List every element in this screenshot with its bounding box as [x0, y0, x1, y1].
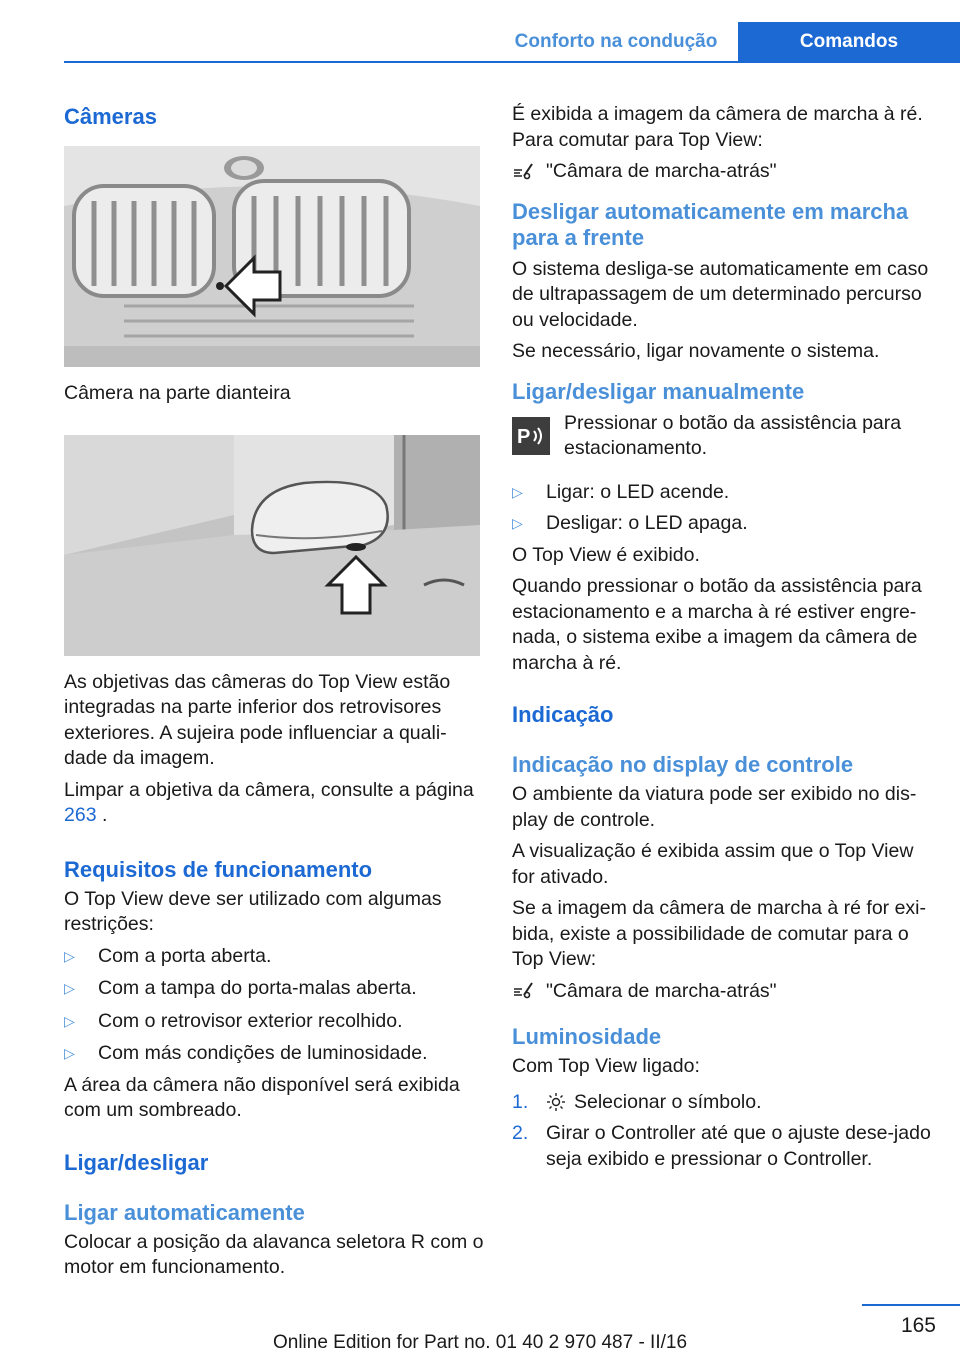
brightness-icon	[546, 1092, 566, 1112]
paragraph-switch-top-view: Se a imagem da câmera de marcha à ré for exi‐bida, existe a possibilidade de comutar para o Top View:	[512, 897, 927, 970]
paragraph-restrictions: O Top View deve ser utilizado com algumas restrições:	[64, 887, 442, 935]
list-item	[64, 1009, 484, 1035]
triangle-bullet-icon: ▷	[512, 515, 523, 531]
heading-cameras: Câmeras	[64, 104, 157, 129]
brightness-steps	[512, 1090, 932, 1173]
step-number: 2.	[512, 1122, 529, 1144]
list-item	[512, 480, 932, 506]
list-item-text: Com a tampa do porta-malas aberta.	[98, 977, 417, 999]
list-item	[64, 1041, 484, 1067]
paragraph-reverse-gear: Quando pressionar o botão da assistência para estacionamento e a marcha à ré estiver engre‐nada, o sistema exibe a imagem da câmera de marcha à ré.	[512, 575, 922, 674]
paragraph-auto-on: Colocar a posição da alavanca seletora R com o motor em funcionamento.	[64, 1230, 484, 1278]
header-chapter-tab: Comandos	[738, 22, 960, 62]
heading-requirements: Requisitos de funcionamento	[64, 856, 373, 882]
camera-menu-item	[512, 159, 932, 185]
front-grille-illustration	[64, 146, 480, 367]
paragraph-lens-location: As objetivas das câmeras do Top View estão integradas na parte inferior dos retrovisores exteriores. A sujeira pode influenciar a quali‐dade da imagem.	[64, 670, 451, 769]
reverse-camera-icon	[512, 162, 536, 182]
paragraph-restart: Se necessário, ligar novamente o sistema.	[512, 340, 880, 362]
heading-brightness: Luminosidade	[512, 1024, 662, 1049]
triangle-bullet-icon: ▷	[64, 1012, 75, 1029]
heading-display: Indicação	[512, 702, 614, 727]
front-camera-image	[64, 146, 480, 367]
list-item	[512, 1090, 932, 1116]
parking-button-instruction	[512, 411, 932, 462]
page-reference-link[interactable]: 263	[64, 804, 97, 826]
paragraph-clean-lens	[64, 778, 484, 829]
led-list	[512, 480, 932, 537]
heading-auto-on: Ligar automaticamente	[64, 1199, 305, 1225]
list-item-text: Ligar: o LED acende.	[546, 480, 730, 503]
camera-menu-item-text: "Câmara de marcha-atrás"	[546, 160, 777, 182]
list-item-text: Com más condições de luminosidade.	[98, 1042, 428, 1064]
page-header	[64, 22, 960, 62]
reverse-camera-icon	[512, 981, 536, 1001]
triangle-bullet-icon: ▷	[64, 1045, 75, 1061]
paragraph-top-view-on: Com Top View ligado:	[512, 1055, 700, 1077]
right-column	[512, 100, 932, 1172]
triangle-bullet-icon: ▷	[512, 483, 523, 500]
svg-text:P: P	[517, 425, 531, 448]
left-column	[64, 100, 484, 1281]
heading-auto-off: Desligar automaticamente em marcha para a frente	[512, 198, 909, 250]
heading-control-display: Indicação no display de controle	[512, 752, 854, 777]
step-number: 1.	[512, 1090, 529, 1113]
list-item	[512, 511, 932, 537]
side-mirror-illustration	[64, 435, 480, 656]
mirror-camera-image	[64, 435, 480, 656]
step-text: Selecionar o símbolo.	[574, 1090, 762, 1113]
camera-menu-item-text: "Câmara de marcha-atrás"	[546, 979, 777, 1002]
clean-lens-end: .	[101, 804, 108, 826]
list-item	[64, 976, 484, 1002]
heading-on-off: Ligar/desligar	[64, 1149, 209, 1175]
paragraph-shaded-area: A área da câmera não disponível será exibida com um sombreado.	[64, 1073, 460, 1121]
camera-icon-wrap	[512, 159, 546, 185]
heading-manual: Ligar/desligar manualmente	[512, 378, 805, 404]
parking-assist-button-icon	[512, 417, 550, 455]
footer-divider	[862, 1304, 960, 1306]
paragraph-surroundings: O ambiente da viatura pode ser exibido no dis‐play de controle.	[512, 783, 917, 831]
footer-edition: Online Edition for Part no. 01 40 2 970 487 - II/16	[272, 1332, 688, 1353]
list-item-text: Desligar: o LED apaga.	[546, 512, 748, 534]
paragraph-top-view-shown: O Top View é exibido.	[512, 543, 700, 566]
camera-menu-item	[512, 979, 932, 1005]
paragraph-auto-off: O sistema desliga-se automaticamente em caso de ultrapassagem de um determinado percurso ou velocidade.	[512, 257, 929, 331]
step-text: Girar o Controller até que o ajuste dese‐jado seja exibido e pressionar o Controller.	[546, 1122, 931, 1170]
page-number: 165	[900, 1314, 936, 1337]
paragraph-reverse-camera: É exibida a imagem da câmera de marcha à ré. Para comutar para Top View:	[512, 103, 923, 151]
parking-assist-icon	[512, 417, 550, 455]
header-section-title: Conforto na condução	[494, 22, 738, 62]
camera-icon-wrap	[512, 979, 546, 1005]
list-item	[512, 1121, 932, 1172]
header-divider	[64, 61, 960, 63]
brightness-icon-wrap	[546, 1090, 574, 1116]
parking-button-text: Pressionar o botão da assistência para estacionamento.	[564, 411, 902, 459]
clean-lens-text: Limpar a objetiva da câmera, consulte a página	[64, 778, 474, 801]
triangle-bullet-icon: ▷	[64, 947, 75, 964]
triangle-bullet-icon: ▷	[64, 980, 75, 996]
list-item-text: Com a porta aberta.	[98, 944, 272, 967]
caption-front-camera: Câmera na parte dianteira	[64, 382, 291, 404]
list-item	[64, 944, 484, 970]
restriction-list	[64, 944, 484, 1067]
list-item-text: Com o retrovisor exterior recolhido.	[98, 1009, 403, 1032]
paragraph-view-activated: A visualização é exibida assim que o Top View for ativado.	[512, 840, 914, 888]
